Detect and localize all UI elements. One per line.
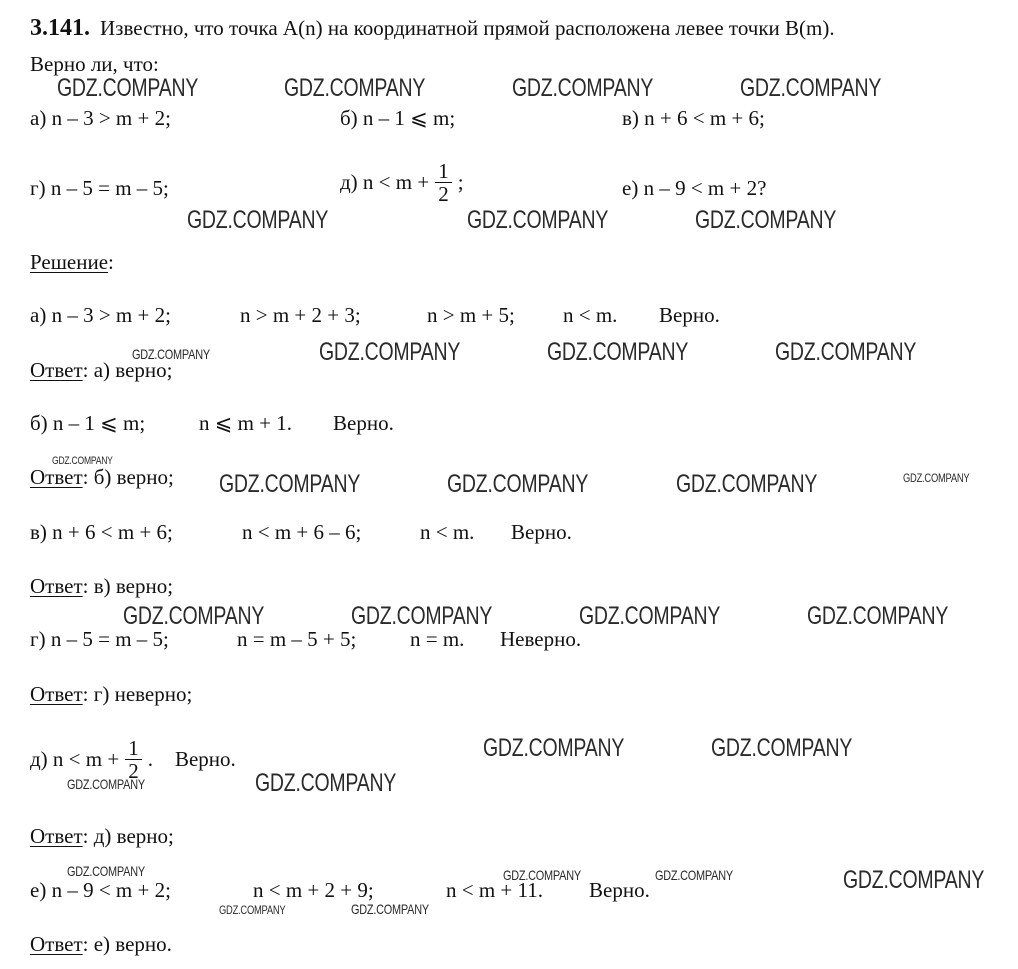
option-c: в) n + 6 < m + 6; [622, 106, 765, 130]
watermark: GDZ.COMPANY [740, 74, 882, 102]
solution-f-step-1: е) n – 9 < m + 2; [30, 878, 171, 902]
solution-f-step-3: n < m + 11. [446, 878, 543, 902]
option-e-suffix: ; [457, 170, 464, 195]
solution-a-step-2: n > m + 2 + 3; [240, 303, 361, 327]
solution-d-verdict: Неверно. [500, 627, 582, 651]
watermark: GDZ.COMPANY [775, 338, 917, 366]
watermark: GDZ.COMPANY [512, 74, 654, 102]
watermark: GDZ.COMPANY [843, 866, 985, 894]
answer-f: Ответ: е) верно. [30, 932, 172, 956]
solution-d-step-3: n = m. [410, 627, 465, 651]
answer-d: Ответ: г) неверно; [30, 682, 193, 706]
option-d: г) n – 5 = m – 5; [30, 176, 169, 200]
fraction-numerator: 1 [435, 160, 452, 183]
watermark: GDZ.COMPANY [579, 602, 721, 630]
watermark: GDZ.COMPANY [219, 903, 286, 917]
option-e [340, 160, 464, 205]
fraction-denominator: 2 [128, 759, 139, 784]
watermark: GDZ.COMPANY [503, 867, 581, 883]
solution-d-step-1: г) n – 5 = m – 5; [30, 627, 169, 651]
solution-c-step-3: n < m. [420, 520, 475, 544]
watermark: GDZ.COMPANY [447, 470, 589, 498]
option-f: е) n – 9 < m + 2? [622, 176, 767, 200]
solution-a-verdict: Верно. [659, 303, 720, 327]
solution-e-prefix: д) n < m + [30, 747, 120, 772]
answer-c: Ответ: в) верно; [30, 574, 174, 598]
solution-f-verdict: Верно. [589, 878, 650, 902]
solution-a-step-1: а) n – 3 > m + 2; [30, 303, 171, 327]
watermark: GDZ.COMPANY [483, 734, 625, 762]
watermark: GDZ.COMPANY [351, 602, 493, 630]
watermark: GDZ.COMPANY [132, 346, 210, 362]
fraction-numerator: 1 [125, 737, 142, 760]
watermark: GDZ.COMPANY [67, 863, 145, 879]
option-e-prefix: д) n < m + [340, 170, 430, 195]
watermark: GDZ.COMPANY [711, 734, 853, 762]
solution-b-verdict: Верно. [333, 411, 394, 435]
watermark: GDZ.COMPANY [319, 338, 461, 366]
watermark: GDZ.COMPANY [284, 74, 426, 102]
problem-header [30, 16, 835, 40]
watermark: GDZ.COMPANY [219, 470, 361, 498]
watermark: GDZ.COMPANY [187, 206, 329, 234]
problem-question: Верно ли, что: [30, 52, 159, 76]
watermark: GDZ.COMPANY [547, 338, 689, 366]
option-a: а) n – 3 > m + 2; [30, 106, 171, 130]
answer-b: Ответ: б) верно; [30, 465, 174, 489]
answer-a: Ответ: а) верно; [30, 358, 173, 382]
solution-b-step-1: б) n – 1 ⩽ m; [30, 411, 146, 435]
solution-f-step-2: n < m + 2 + 9; [253, 878, 374, 902]
solution-a-step-4: n < m. [563, 303, 618, 327]
option-b: б) n – 1 ⩽ m; [340, 106, 456, 130]
watermark: GDZ.COMPANY [655, 867, 733, 883]
solution-c-verdict: Верно. [511, 520, 572, 544]
solution-b-step-2: n ⩽ m + 1. [199, 411, 293, 435]
solution-c-step-2: n < m + 6 – 6; [242, 520, 362, 544]
watermark: GDZ.COMPANY [123, 602, 265, 630]
problem-statement: Известно, что точка A(n) на координатной прямой расположена левее точки B(m). [100, 16, 835, 40]
watermark: GDZ.COMPANY [52, 455, 113, 467]
solution-d-step-2: n = m – 5 + 5; [237, 627, 357, 651]
solution-e-verdict: Верно. [174, 747, 236, 772]
problem-number: 3.141. [30, 15, 90, 41]
fraction [435, 160, 452, 205]
solution-e-suffix: . [147, 747, 153, 772]
fraction-denominator: 2 [438, 182, 449, 207]
watermark: GDZ.COMPANY [467, 206, 609, 234]
solution-c-step-1: в) n + 6 < m + 6; [30, 520, 173, 544]
watermark: GDZ.COMPANY [57, 74, 199, 102]
watermark: GDZ.COMPANY [255, 769, 397, 797]
watermark: GDZ.COMPANY [676, 470, 818, 498]
answer-e: Ответ: д) верно; [30, 824, 174, 848]
watermark: GDZ.COMPANY [351, 901, 429, 917]
watermark: GDZ.COMPANY [695, 206, 837, 234]
watermark: GDZ.COMPANY [807, 602, 949, 630]
solution-a-step-3: n > m + 5; [427, 303, 515, 327]
watermark: GDZ.COMPANY [67, 776, 145, 792]
solution-heading: Решение: [30, 250, 114, 274]
watermark: GDZ.COMPANY [903, 471, 970, 485]
